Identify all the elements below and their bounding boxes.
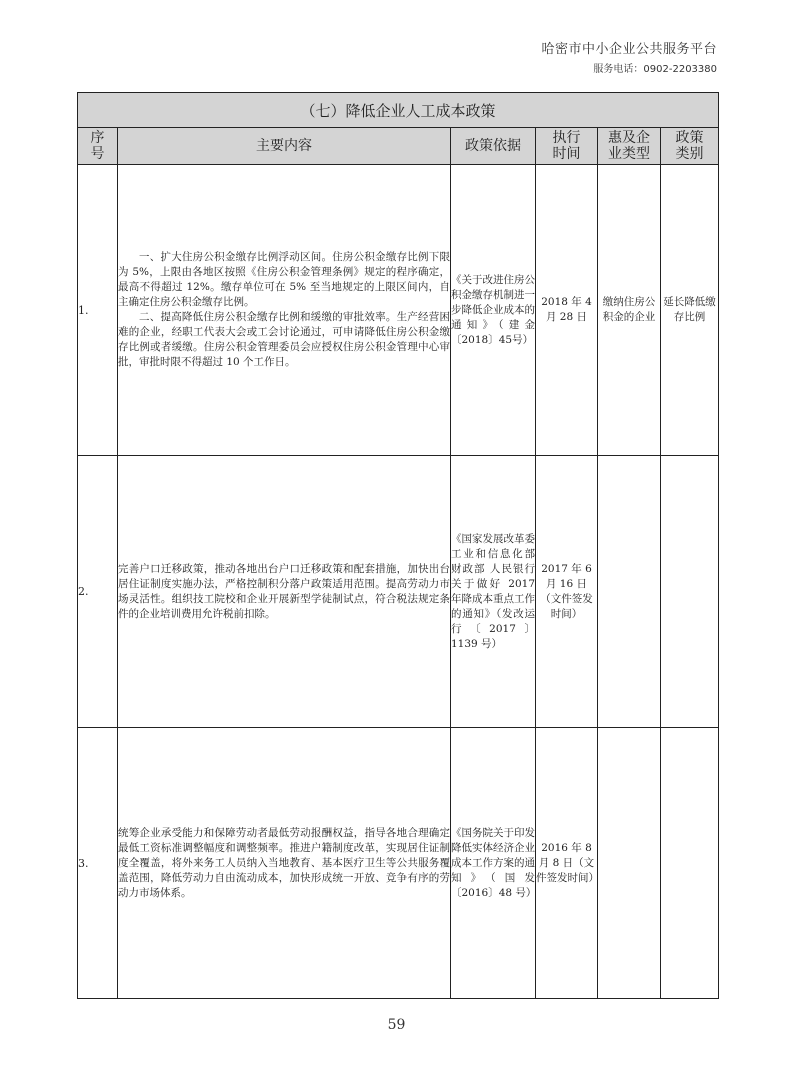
row-date: 2017 年 6 月 16 日（文件签发时间） (536, 456, 598, 728)
row-number: 1. (78, 165, 118, 456)
content-paragraph: 二、提高降低住房公积金缴存比例和缓缴的审批效率。生产经营困难的企业，经职工代表大会或工会讨论通过，可申请降低住房公积金缴存比例或者缓缴。住房公积金管理委员会应授权住房公积金管理中心审批，审批时限不得超过 10 个工作日。 (118, 311, 450, 368)
row-date: 2018 年 4 月 28 日 (536, 165, 598, 456)
row-number: 2. (78, 456, 118, 728)
row-category (661, 456, 719, 728)
content-paragraph: 完善户口迁移政策，推动各地出台户口迁移政策和配套措施，加快出台居住证制度实施办法，严格控制积分落户政策适用范围。提高劳动力市场灵活性。组织技工院校和企业开展新型学徒制试点，符合税法规定条件的企业培训费用允许税前扣除。 (118, 562, 450, 620)
col-header-basis: 政策依据 (451, 128, 536, 165)
row-category: 延长降低缴存比例 (661, 165, 719, 456)
row-beneficiary (598, 728, 661, 999)
table-row (78, 456, 719, 728)
col-header-beneficiary: 惠及企业类型 (598, 128, 661, 165)
column-header-row (78, 128, 719, 165)
platform-title: 哈密市中小企业公共服务平台 (541, 42, 717, 57)
content-paragraph: 一、扩大住房公积金缴存比例浮动区间。住房公积金缴存比例下限为 5%，上限由各地区按照《住房公积金管理条例》规定的程序确定，最高不得超过 12%。缴存单位可在 5% 至当地规定的上限区间内，自主确定住房公积金缴存比例。 (118, 251, 450, 308)
col-header-category: 政策类别 (661, 128, 719, 165)
service-phone: 服务电话：0902-2203380 (593, 64, 717, 75)
section-title: （七）降低企业人工成本政策 (78, 93, 719, 128)
col-header-content: 主要内容 (118, 128, 451, 165)
table-row (78, 165, 719, 456)
row-basis: 《国家发展改革委 工业和信息化部 财政部 人民银行关于做好 2017 年降成本重点工作的通知》（发改运行〔2017〕1139 号） (451, 456, 536, 728)
col-header-date: 执行时间 (536, 128, 598, 165)
section-header-row (78, 93, 719, 128)
row-category (661, 728, 719, 999)
row-basis: 《国务院关于印发降低实体经济企业成本工作方案的通知》（国发〔2016〕48 号） (451, 728, 536, 999)
row-date: 2016 年 8 月 8 日（文件签发时间） (536, 728, 598, 999)
row-beneficiary: 缴纳住房公积金的企业 (598, 165, 661, 456)
row-content (118, 165, 451, 456)
row-content (118, 728, 451, 999)
policy-table (77, 92, 719, 999)
content-paragraph: 统筹企业承受能力和保障劳动者最低劳动报酬权益，指导各地合理确定最低工资标准调整幅度和调整频率。推进户籍制度改革，实现居住证制度全覆盖，将外来务工人员纳入当地教育、基本医疗卫生等公共服务覆盖范围，降低劳动力自由流动成本，加快形成统一开放、竞争有序的劳动力市场体系。 (118, 826, 450, 899)
table-row (78, 728, 719, 999)
row-content (118, 456, 451, 728)
row-number: 3. (78, 728, 118, 999)
row-basis: 《关于改进住房公积金缴存机制进一步降低企业成本的通知》（建金〔2018〕45号） (451, 165, 536, 456)
row-beneficiary (598, 456, 661, 728)
col-header-num: 序号 (78, 128, 118, 165)
page-number: 59 (387, 1017, 406, 1033)
